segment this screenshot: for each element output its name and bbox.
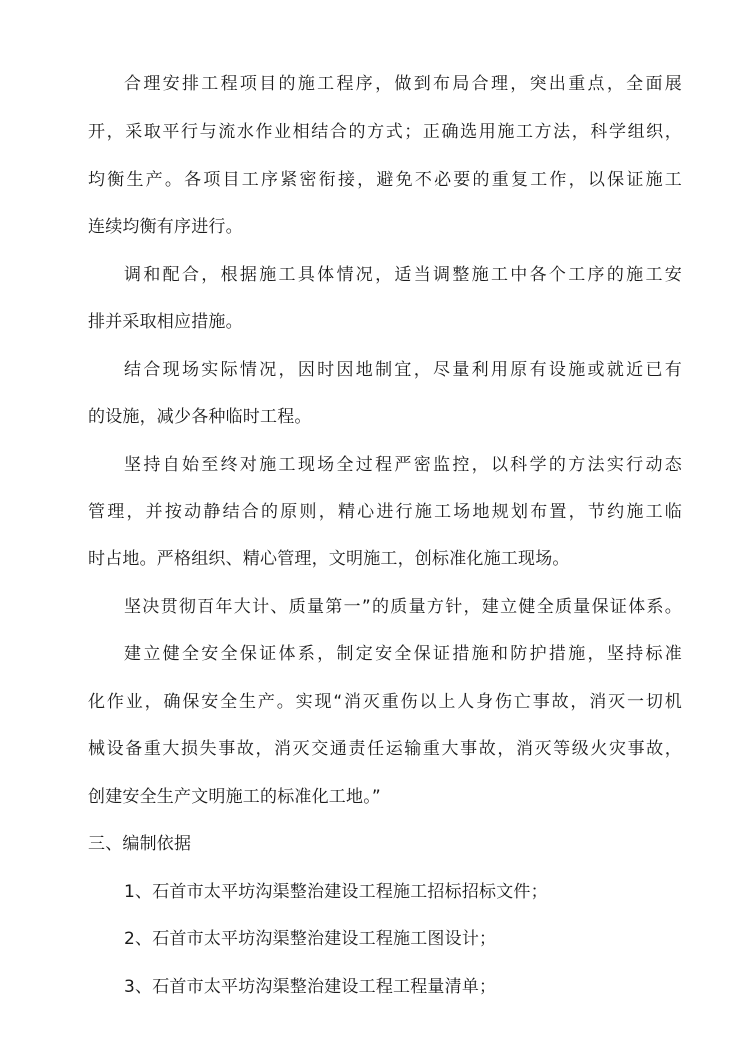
paragraph-3-line-1: 结合现场实际情况，因时因地制宜，尽量利用原有设施或就近已有 — [124, 360, 682, 380]
paragraph-3-line-2: 的设施，减少各种临时工程。 — [88, 407, 312, 427]
paragraph-6-line-3: 械设备重大损失事故，消灭交通责任运输重大事故，消灭等级火灾事故， — [88, 739, 682, 759]
paragraph-4-line-3: 时占地。严格组织、精心管理，文明施工，创标准化施工现场。 — [88, 549, 570, 569]
paragraph-1-line-4: 连续均衡有序进行。 — [88, 217, 243, 237]
basis-item-1: 1、石首市太平坊沟渠整治建设工程施工招标招标文件； — [124, 882, 548, 902]
paragraph-4-line-2: 管理，并按动静结合的原则，精心进行施工场地规划布置，节约施工临 — [88, 502, 682, 522]
paragraph-2-line-1: 调和配合，根据施工具体情况，适当调整施工中各个工序的施工安 — [124, 265, 682, 285]
paragraph-2-line-2: 排并采取相应措施。 — [88, 312, 243, 332]
paragraph-6-line-2: 化作业，确保安全生产。实现“消灭重伤以上人身伤亡事故，消灭一切机 — [88, 692, 682, 712]
basis-item-2: 2、石首市太平坊沟渠整治建设工程施工图设计； — [124, 929, 497, 949]
paragraph-1-line-1: 合理安排工程项目的施工程序，做到布局合理，突出重点，全面展 — [124, 74, 682, 94]
paragraph-1-line-3: 均衡生产。各项目工序紧密衔接，避免不必要的重复工作，以保证施工 — [88, 170, 682, 190]
paragraph-4-line-1: 坚持自始至终对施工现场全过程严密监控，以科学的方法实行动态 — [124, 455, 682, 475]
section-heading: 三、编制依据 — [88, 834, 192, 854]
basis-item-3: 3、石首市太平坊沟渠整治建设工程工程量清单； — [124, 977, 497, 997]
paragraph-1-line-2: 开，采取平行与流水作业相结合的方式；正确选用施工方法，科学组织， — [88, 122, 682, 142]
paragraph-5-line-1: 坚决贯彻百年大计、质量第一”的质量方针，建立健全质量保证体系。 — [124, 597, 682, 617]
paragraph-6-line-4: 创建安全生产文明施工的标准化工地。” — [88, 787, 381, 807]
paragraph-6-line-1: 建立健全安全保证体系，制定安全保证措施和防护措施，坚持标准 — [124, 644, 682, 664]
